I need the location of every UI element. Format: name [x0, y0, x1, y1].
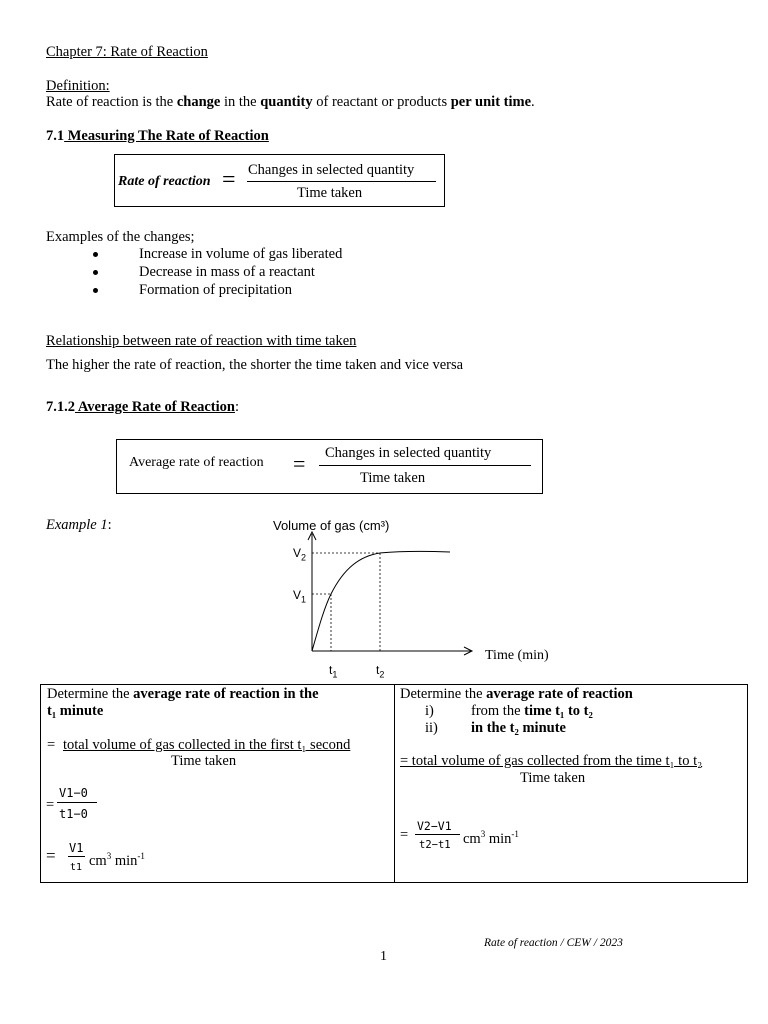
left-eq2-sign: =: [46, 797, 55, 813]
list-item: Increase in volume of gas liberated: [139, 246, 343, 262]
right-item-1-number: i): [425, 703, 434, 719]
left-eq3-sign: =: [46, 846, 56, 865]
rate-formula-label: Rate of reaction: [118, 174, 211, 189]
v2-label: $V_2$: [293, 546, 307, 563]
left-eq1-denominator: Time taken: [171, 753, 237, 769]
page-number: 1: [380, 949, 387, 964]
right-item-1: from the time t₁ to t₂: [471, 703, 593, 719]
left-eq2-denominator: t1−0: [59, 807, 88, 821]
example-1-label: Example 1:: [46, 517, 112, 533]
average-formula-equals: =: [293, 451, 306, 476]
rate-formula-numerator: Changes in selected quantity: [248, 162, 415, 178]
left-prompt-line-1: Determine the average rate of reaction in the: [47, 686, 319, 702]
right-eq1-numerator: = total volume of gas collected from the time t₁ to t₂: [400, 753, 703, 769]
table-divider: [394, 685, 395, 882]
definition-text: Rate of reaction is the change in the quantity of reactant or products per unit time.: [46, 94, 535, 110]
average-formula-box: [116, 439, 543, 494]
left-eq3-fraction-bar: [68, 856, 85, 857]
right-eq2-numerator: V2−V1: [417, 819, 452, 833]
list-item: Decrease in mass of a reactant: [139, 264, 315, 280]
right-eq2-sign: =: [400, 827, 409, 843]
relationship-heading: Relationship between rate of reaction with time taken: [46, 333, 357, 349]
right-eq2-denominator: t2−t1: [419, 839, 451, 851]
chapter-title: Chapter 7: Rate of Reaction: [46, 44, 208, 60]
right-eq1-denominator: Time taken: [520, 770, 586, 786]
right-eq2-fraction-bar: [415, 834, 460, 835]
average-formula-fraction-bar: [319, 465, 531, 466]
left-eq2-fraction-bar: [57, 802, 97, 803]
v1-label: $V_1$: [293, 588, 307, 605]
left-eq3-numerator: V1: [69, 841, 84, 855]
left-eq1-numerator: total volume of gas collected in the first t₁ second: [63, 737, 351, 753]
rate-formula-equals: =: [222, 167, 236, 193]
right-item-2-number: ii): [425, 720, 438, 736]
left-prompt-line-2: t₁ minute: [47, 703, 104, 719]
left-eq1-sign: =: [47, 737, 56, 753]
section-7-1-heading: 7.1 Measuring The Rate of Reaction: [46, 128, 269, 144]
average-formula-label: Average rate of reaction: [129, 455, 264, 470]
worked-example-table: [40, 684, 748, 883]
examples-intro: Examples of the changes;: [46, 229, 195, 245]
y-axis-label: Volume of gas (cm³): [273, 518, 390, 533]
bullet-icon: [93, 252, 98, 257]
left-eq3-denominator: t1: [70, 862, 83, 873]
rate-formula-denominator: Time taken: [297, 185, 363, 201]
t1-label: $t_1$: [329, 663, 338, 680]
x-axis-label: Time (min): [485, 648, 549, 663]
left-eq2-numerator: V1−0: [59, 786, 88, 800]
right-item-2: in the t₂ minute: [471, 720, 566, 736]
section-7-1-2-heading: 7.1.2 Average Rate of Reaction:: [46, 399, 240, 415]
rate-formula-fraction-bar: [247, 181, 436, 182]
list-item: Formation of precipitation: [139, 282, 293, 298]
bullet-icon: [93, 270, 98, 275]
average-formula-denominator: Time taken: [360, 470, 426, 486]
footer-credit: Rate of reaction / CEW / 2023: [484, 937, 623, 949]
definition-heading: Definition:: [46, 78, 110, 94]
t2-label: $t_2$: [376, 663, 385, 680]
bullet-icon: [93, 288, 98, 293]
right-prompt-line-1: Determine the average rate of reaction: [400, 686, 633, 702]
right-eq2-unit: $cm^3$ $\min^{-1}$: [463, 829, 519, 847]
rate-formula-box: [114, 154, 445, 207]
left-eq3-unit: $cm^3$ $\min^{-1}$: [89, 851, 145, 869]
volume-curve: [312, 551, 450, 651]
relationship-text: The higher the rate of reaction, the shorter the time taken and vice versa: [46, 357, 464, 373]
average-formula-numerator: Changes in selected quantity: [325, 445, 492, 461]
